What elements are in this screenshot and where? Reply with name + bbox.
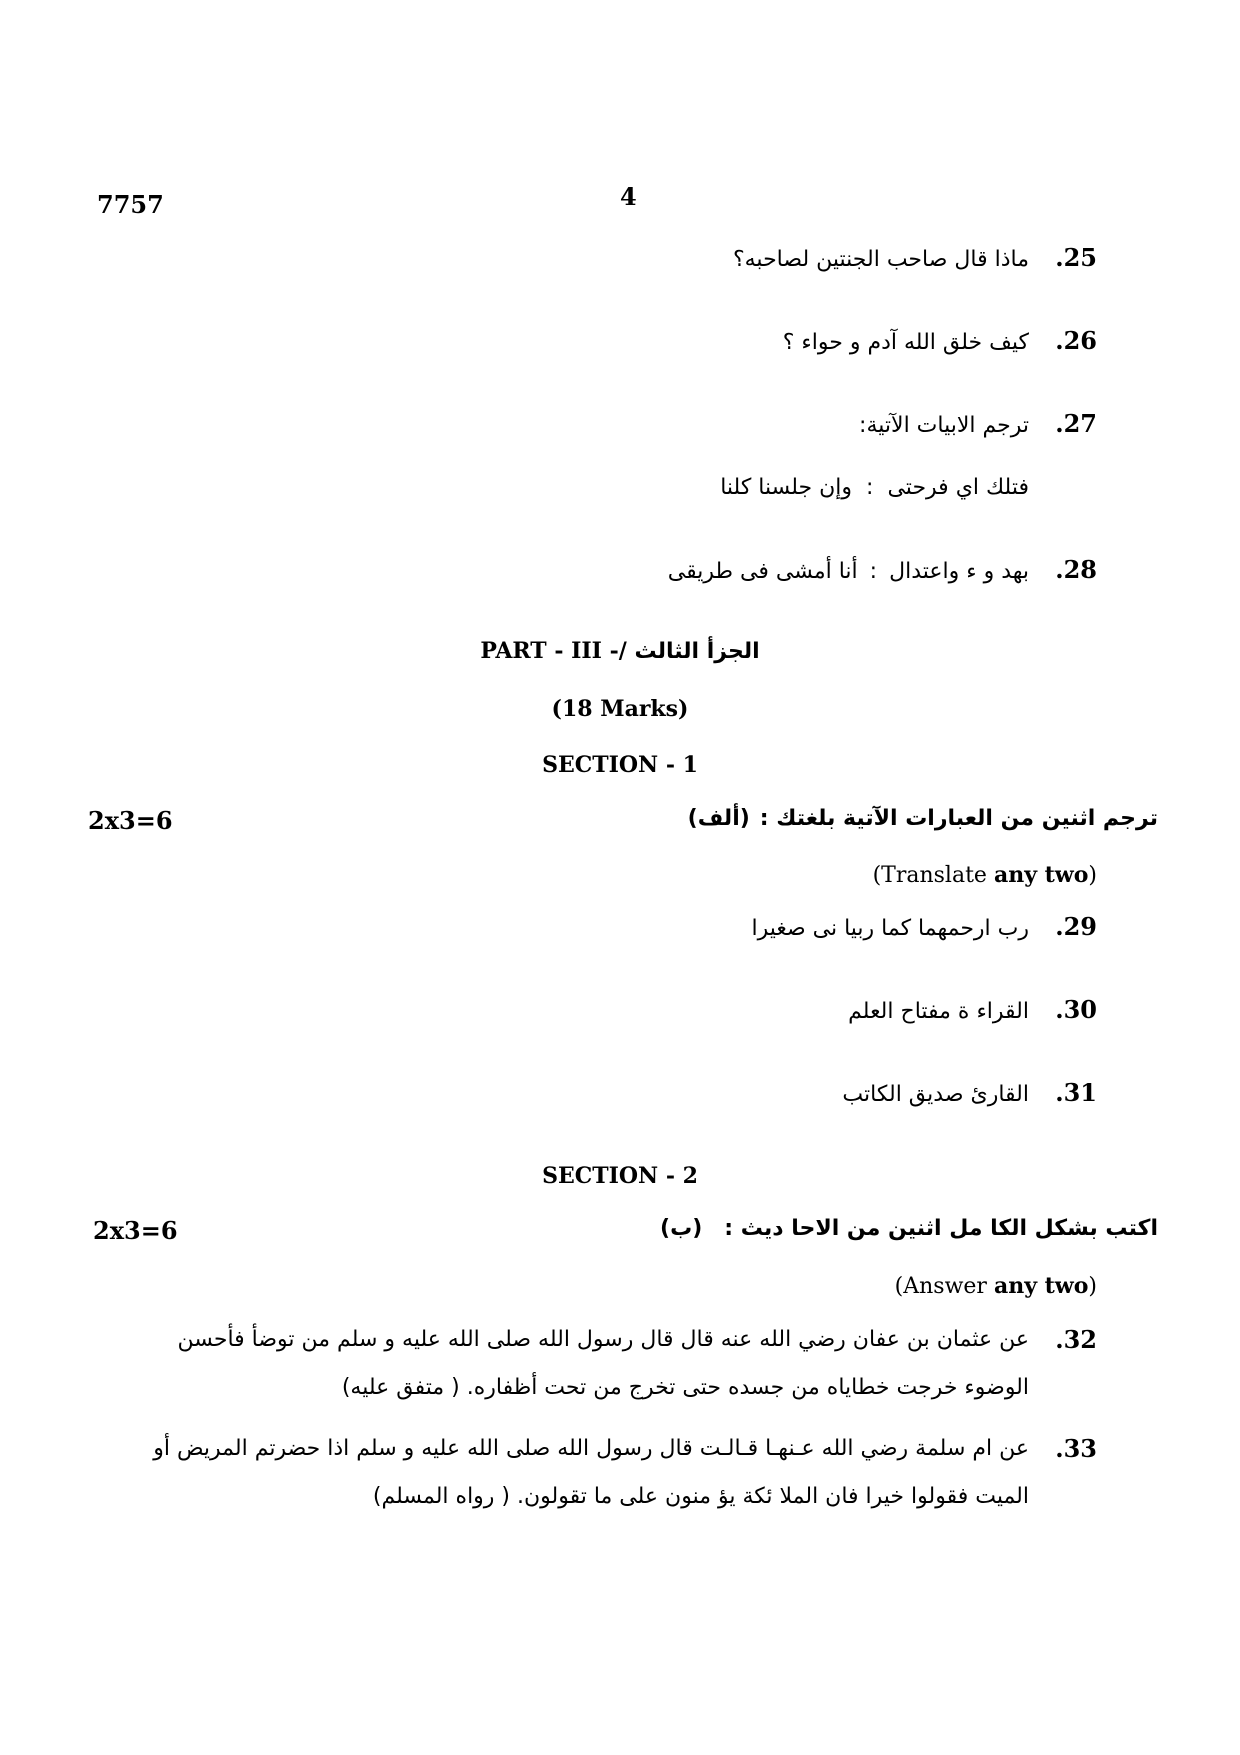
question-25 [733,243,1097,272]
verse-separator: : [869,559,878,584]
section-2-marks: 2x3=6 [93,1216,178,1245]
question-32 [149,1316,1097,1412]
verse-first-half: وإن جلسنا كلنا [720,475,853,500]
question-33 [149,1425,1097,1521]
question-number: .33 [1055,1434,1097,1463]
question-31 [842,1078,1097,1107]
subinstruction-text: (Translate [872,863,994,888]
question-28 [668,555,1097,584]
page-number: 4 [620,182,637,211]
verse-second-half: بهد و ء واعتدال [889,559,1029,584]
question-number: .29 [1055,912,1097,941]
question-number: .26 [1055,326,1097,355]
part-marks: (18 Marks) [551,696,689,722]
question-number: .28 [1055,555,1097,584]
section-2-heading: SECTION - 2 [542,1163,698,1189]
question-text: عن ام سلمة رضي الله عـنهـا قـالـت قال رسول الله صلى الله عليه و سلم اذا حضرتم المريض أو الميت فقولوا خيرا فان الملا ئكة يؤ منون على ما تقولون. ( رواه المسلم) [153,1436,1029,1509]
question-number: .31 [1055,1078,1097,1107]
question-text [668,559,1029,584]
paper-code: 7757 [97,190,164,219]
question-number: .30 [1055,995,1097,1024]
part-title-arabic: الجزأ الثالث [634,639,760,664]
subinstruction-close: ) [1088,863,1097,888]
section-1-heading: SECTION - 1 [542,752,698,778]
section-2-instruction: اكتب بشكل الكا مل اثنين من الاحا ديث : [724,1216,1158,1241]
section-2-label: (ب) [660,1216,703,1241]
section-2-instruction-line [660,1216,1158,1241]
subinstruction-emphasis: any two [993,1273,1089,1299]
question-number: .32 [1055,1325,1097,1354]
section-1-label: (ألف) [687,806,750,831]
verse-second-half: فتلك اي فرحتى [887,475,1029,500]
subinstruction-close: ) [1088,1274,1097,1299]
question-26 [783,326,1097,355]
part-title-english: PART - III -/ [480,638,627,664]
part-title [0,638,1240,664]
verse-first-half: أنا أمشى فى طريقى [667,559,858,584]
question-30 [848,995,1097,1024]
section-2-subinstruction [895,1273,1097,1299]
question-text: عن عثمان بن عفان رضي الله عنه قال قال رسول الله صلى الله عليه و سلم من توضأ فأحسن الوضوء خرجت خطاياه من جسده حتى تخرج من تحت أظفاره. ( متفق عليه) [177,1327,1029,1400]
subinstruction-text: (Answer [894,1274,994,1299]
question-text: كيف خلق الله آدم و حواء ؟ [782,330,1029,355]
section-1-instruction-line [688,806,1158,831]
subinstruction-emphasis: any two [993,862,1089,888]
question-text: القراء ة مفتاح العلم [848,999,1029,1024]
verse-line [720,475,1029,500]
section-1-subinstruction [873,862,1097,888]
section-1-marks: 2x3=6 [88,806,173,835]
question-number: .27 [1055,409,1097,438]
question-text: القارئ صديق الكاتب [842,1082,1029,1107]
question-text: ماذا قال صاحب الجنتين لصاحبه؟ [732,247,1029,272]
question-text: ترجم الابيات الآتية: [859,413,1029,438]
verse-separator: : [866,475,874,500]
section-1-instruction: ترجم اثنين من العبارات الآتية بلغتك : [759,806,1158,831]
question-number: .25 [1055,243,1097,272]
question-text: رب ارحمهما كما ربيا نى صغيرا [751,916,1029,941]
question-29 [751,912,1097,941]
question-27 [859,409,1097,438]
